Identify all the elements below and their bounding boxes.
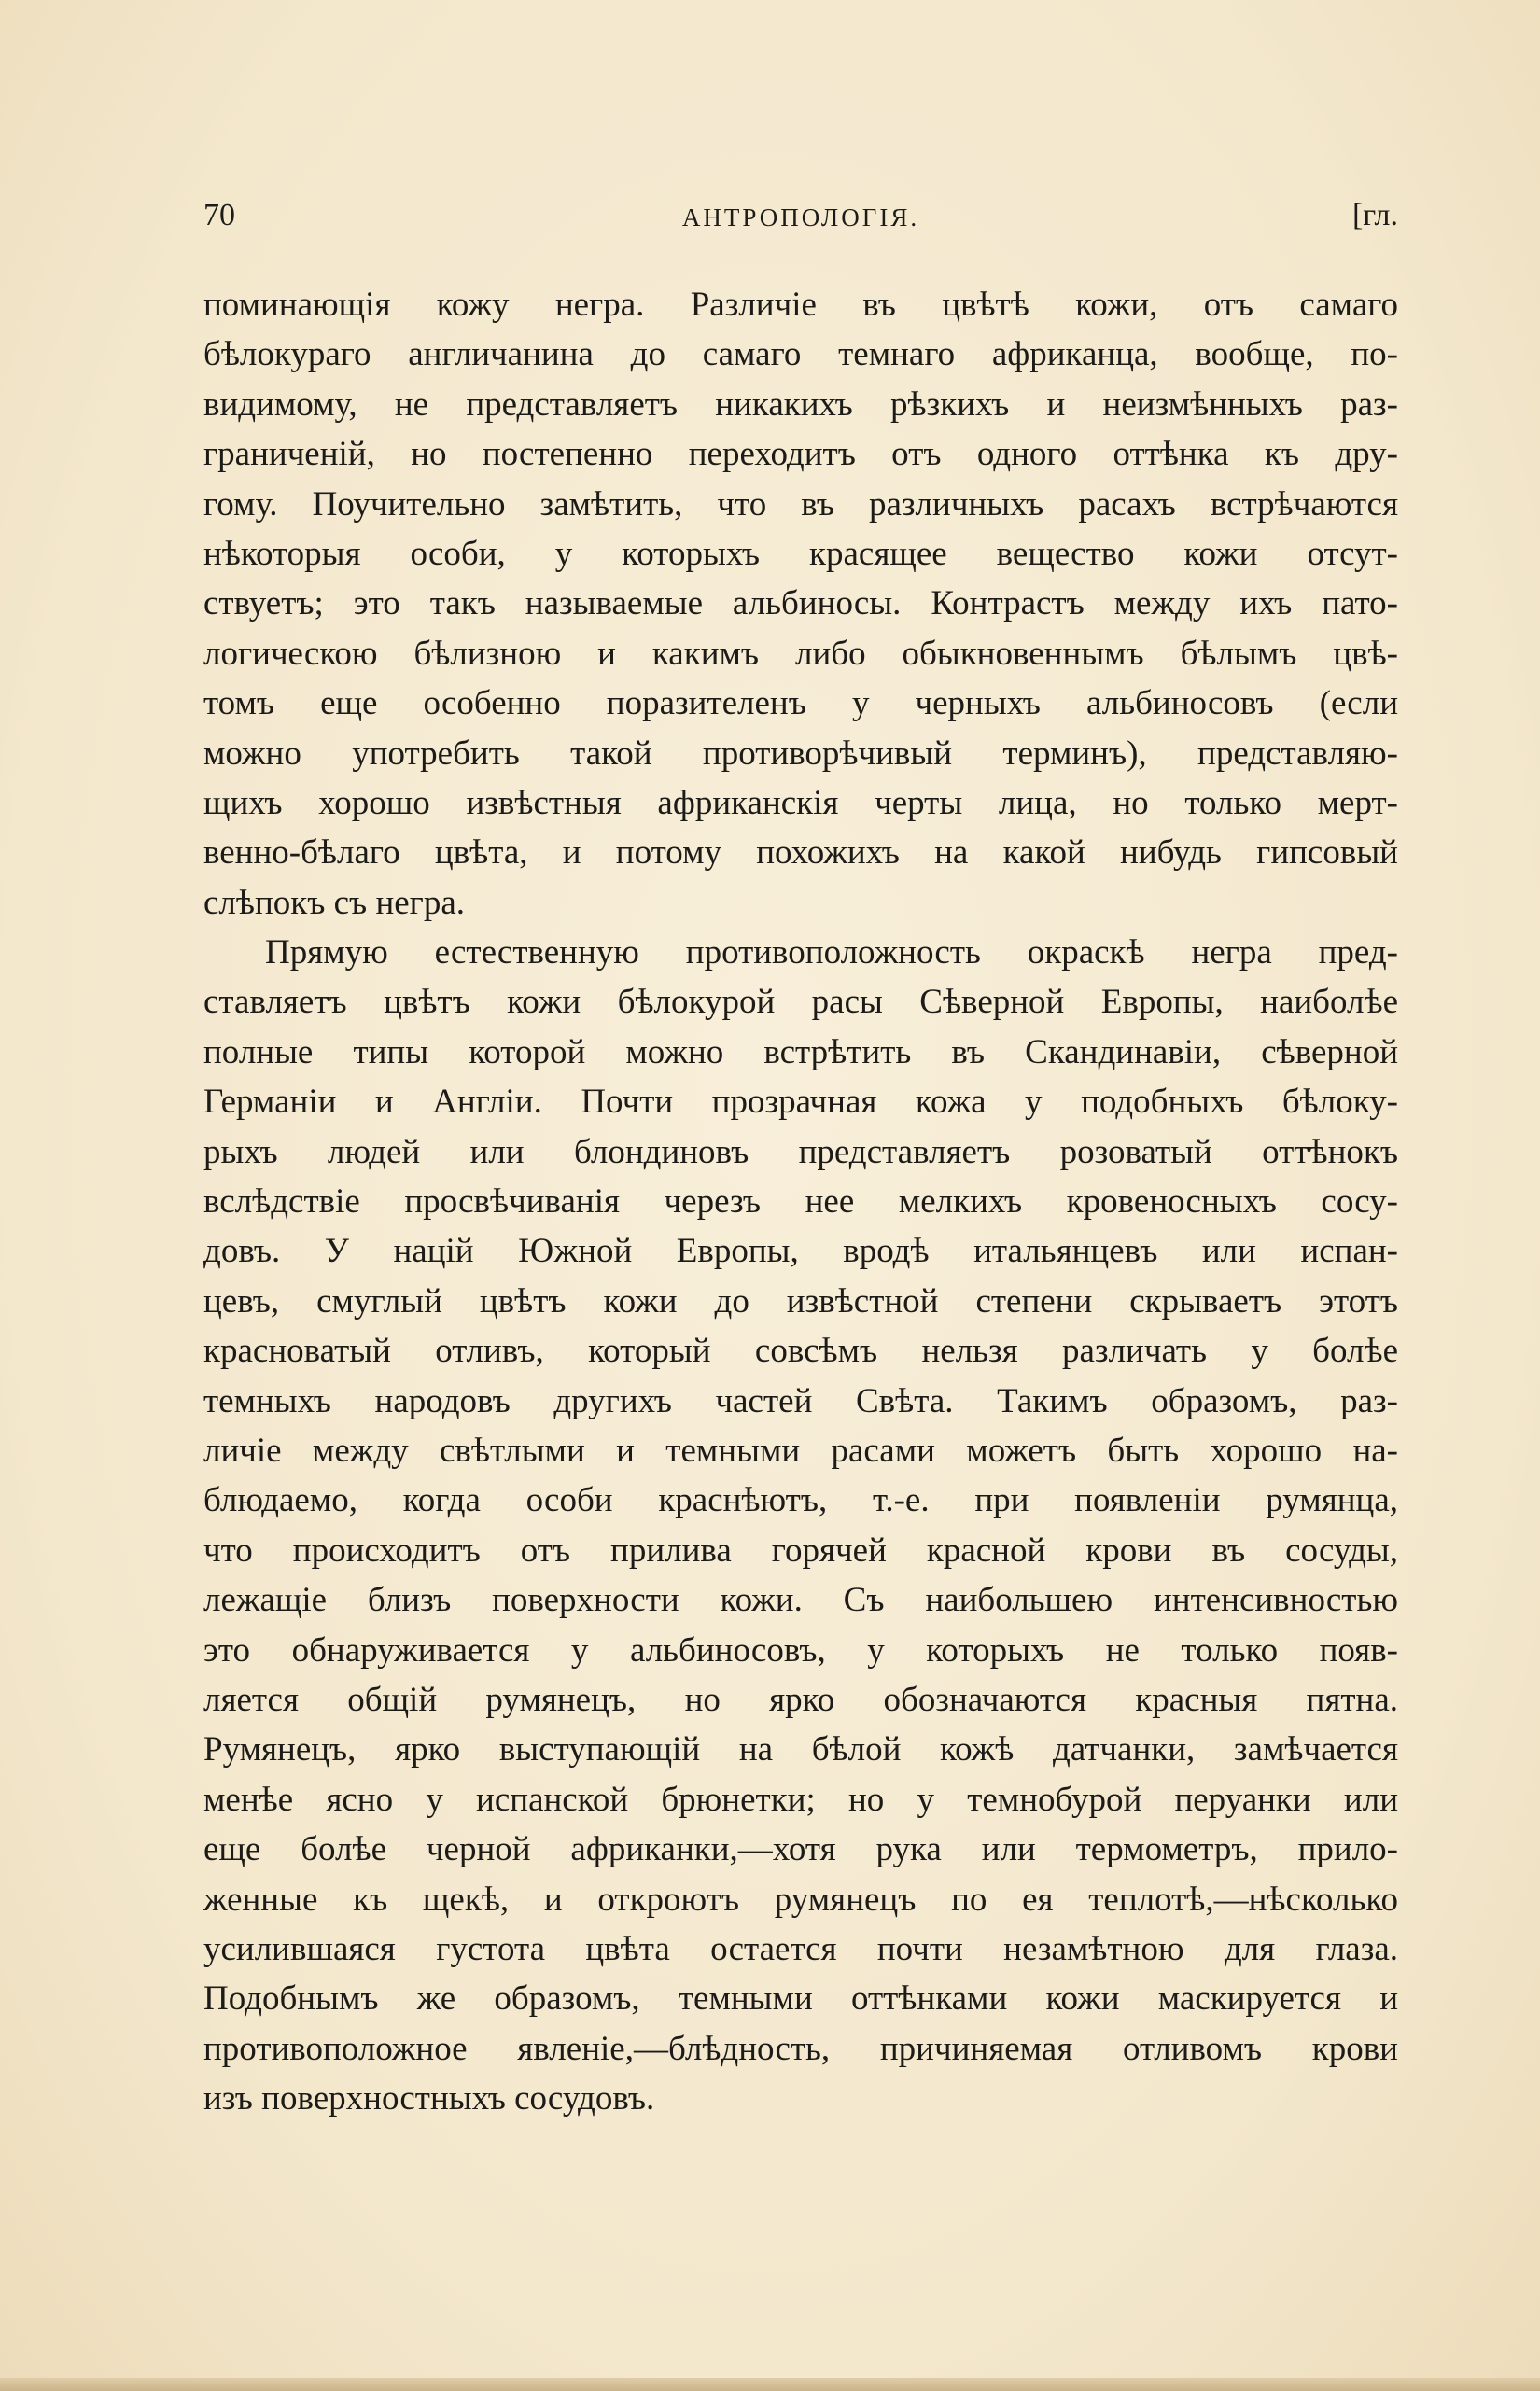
paragraph (203, 928, 1398, 2123)
text-line: женные къ щекѣ, и откроютъ румянецъ по ея теплотѣ,—нѣсколько (203, 1880, 1398, 1919)
text-line: Румянецъ, ярко выступающій на бѣлой кожѣ датчанки, замѣчается (203, 1730, 1398, 1769)
text-line: блюдаемо, когда особи краснѣютъ, т.-е. при появленіи румянца, (203, 1481, 1398, 1520)
text-line: менѣе ясно у испанской брюнетки; но у темнобурой перуанки или (203, 1780, 1398, 1819)
page-bottom-edge (0, 2378, 1540, 2391)
text-line: ствуетъ; это такъ называемые альбиносы. Контрастъ между ихъ пато- (203, 584, 1398, 623)
running-title: АНТРОПОЛОГІЯ. (681, 203, 920, 231)
text-line: слѣпокъ съ негра. (203, 883, 466, 922)
text-line: вслѣдствіе просвѣчиванія черезъ нее мелкихъ кровеносныхъ сосу- (203, 1182, 1398, 1222)
text-line: красноватый отливъ, который совсѣмъ нельзя различать у болѣе (203, 1332, 1398, 1371)
text-line: полные типы которой можно встрѣтить въ Скандинавіи, сѣверной (203, 1032, 1398, 1071)
text-line: что происходитъ отъ прилива горячей красной крови въ сосуды, (203, 1531, 1398, 1570)
text-line: логическою бѣлизною и какимъ либо обыкновеннымъ бѣлымъ цвѣ- (203, 634, 1398, 673)
text-line: довъ. У націй Южной Европы, вродѣ итальянцевъ или испан- (203, 1232, 1398, 1271)
text-line: щихъ хорошо извѣстныя африканскія черты лица, но только мерт- (203, 783, 1398, 822)
text-line: гому. Поучительно замѣтить, что въ различныхъ расахъ встрѣчаются (203, 484, 1398, 524)
text-line: Германіи и Англіи. Почти прозрачная кожа у подобныхъ бѣлоку- (203, 1083, 1398, 1122)
body-text (203, 280, 1398, 2123)
text-line: ставляетъ цвѣтъ кожи бѣлокурой расы Сѣверной Европы, наиболѣе (203, 983, 1398, 1022)
text-line: изъ поверхностныхъ сосудовъ. (203, 2079, 655, 2118)
text-line: еще болѣе черной африканки,—хотя рука или термометръ, прило- (203, 1830, 1398, 1869)
text-line: ляется общій румянецъ, но ярко обозначаются красныя пятна. (203, 1680, 1398, 1719)
text-line: цевъ, смуглый цвѣтъ кожи до извѣстной степени скрываетъ этотъ (203, 1281, 1398, 1321)
text-line: Прямую естественную противоположность окраскѣ негра пред- (265, 933, 1398, 972)
text-line: противоположное явленіе,—блѣдность, причиняемая отливомъ крови (203, 2029, 1398, 2068)
text-line: личіе между свѣтлыми и темными расами можетъ быть хорошо на- (203, 1431, 1398, 1470)
text-line: рыхъ людей или блондиновъ представляетъ розоватый оттѣнокъ (203, 1132, 1398, 1171)
text-line: поминающія кожу негра. Различіе въ цвѣтѣ кожи, отъ самаго (203, 286, 1398, 324)
text-line: венно-бѣлаго цвѣта, и потому похожихъ на какой нибудь гипсовый (203, 833, 1398, 873)
text-line: Подобнымъ же образомъ, темными оттѣнками кожи маскируется и (203, 1979, 1398, 2019)
chapter-mark: [гл. (1351, 198, 1398, 232)
running-header (203, 198, 1398, 245)
text-line: томъ еще особенно поразителенъ у черныхъ альбиносовъ (если (203, 684, 1398, 723)
text-line: можно употребить такой противорѣчивый терминъ), представляю- (203, 734, 1398, 773)
text-line: граниченій, но постепенно переходитъ отъ одного оттѣнка къ дру- (203, 435, 1398, 474)
text-line: нѣкоторыя особи, у которыхъ красящее вещество кожи отсут- (203, 534, 1398, 573)
text-line: видимому, не представляетъ никакихъ рѣзкихъ и неизмѣнныхъ раз- (203, 385, 1398, 424)
text-line: это обнаруживается у альбиносовъ, у которыхъ не только появ- (203, 1630, 1398, 1670)
text-line: бѣлокураго англичанина до самаго темнаго африканца, вообще, по- (203, 335, 1398, 374)
text-line: темныхъ народовъ другихъ частей Свѣта. Такимъ образомъ, раз- (203, 1381, 1398, 1420)
text-line: усилившаяся густота цвѣта остается почти незамѣтною для глаза. (203, 1929, 1398, 1968)
text-line: лежащіе близъ поверхности кожи. Съ наибольшею интенсивностью (203, 1581, 1398, 1620)
page-number: 70 (203, 198, 235, 232)
paragraph (203, 280, 1398, 928)
